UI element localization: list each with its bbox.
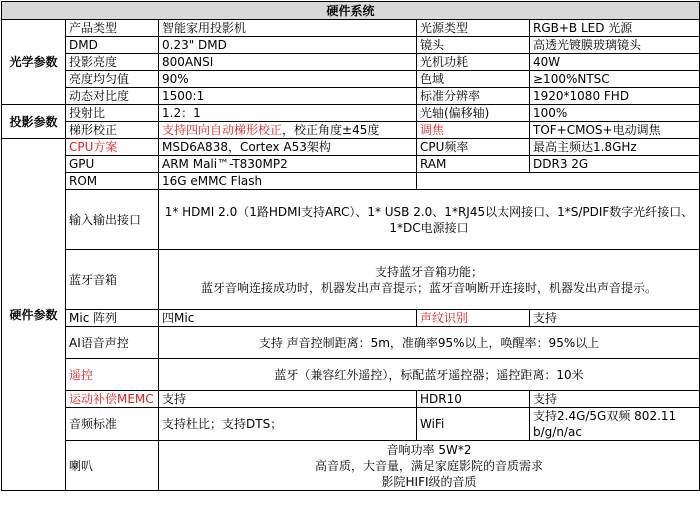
spec-value: MSD6A838，Cortex A53架构 bbox=[159, 139, 417, 156]
spec-value: 800ANSI bbox=[159, 54, 417, 71]
spec-value: ARM Mali™-T830MP2 bbox=[159, 156, 417, 173]
group-hardware: 硬件参数 bbox=[2, 139, 66, 491]
spec-value: 40W bbox=[530, 54, 700, 71]
spec-value-io: 1* HDMI 2.0（1路HDMI支持ARC）、1* USB 2.0、1*RJ45以太网接口、1*S/PDIF数字光纤接口、1*DC电源接口 bbox=[159, 190, 700, 250]
spec-value: RGB+B LED 光源 bbox=[530, 20, 700, 37]
spec-label: CPU频率 bbox=[417, 139, 530, 156]
table-title: 硬件系统 bbox=[2, 2, 700, 20]
spec-value: 支持 bbox=[530, 391, 700, 408]
spec-label: 光机功耗 bbox=[417, 54, 530, 71]
spec-value: 16G eMMC Flash bbox=[159, 173, 417, 190]
group-optical: 光学参数 bbox=[2, 20, 66, 105]
spec-value: 最高主频达1.8GHz bbox=[530, 139, 700, 156]
spec-label: 投影亮度 bbox=[66, 54, 159, 71]
hardware-spec-table bbox=[1, 1, 700, 491]
spec-label: WiFi bbox=[417, 408, 530, 441]
table-row bbox=[2, 71, 700, 88]
table-row bbox=[2, 310, 700, 327]
spec-value: 1500:1 bbox=[159, 88, 417, 105]
table-row bbox=[2, 54, 700, 71]
speaker-line-3: 影院HIFI级的音质 bbox=[381, 474, 477, 489]
spec-label: GPU bbox=[66, 156, 159, 173]
spec-value-ai: 支持 声音控制距离：5m，准确率95%以上，唤醒率：95%以上 bbox=[159, 327, 700, 359]
table-row bbox=[2, 20, 700, 37]
spec-label: 光轴(偏移轴) bbox=[417, 105, 530, 122]
speaker-line-1: 音响功率 5W*2 bbox=[386, 442, 472, 457]
table-row bbox=[2, 190, 700, 250]
spec-value: 1920*1080 FHD bbox=[530, 88, 700, 105]
spec-value: 智能家用投影机 bbox=[159, 20, 417, 37]
spec-value: 四Mic bbox=[159, 310, 417, 327]
title-row bbox=[2, 2, 700, 20]
spec-label: 蓝牙音箱 bbox=[66, 250, 159, 310]
table-row bbox=[2, 359, 700, 391]
table-row bbox=[2, 37, 700, 54]
spec-label: Mic 阵列 bbox=[66, 310, 159, 327]
table-row bbox=[2, 441, 700, 491]
spec-value-keystone bbox=[159, 122, 417, 139]
spec-label-memc: 运动补偿MEMC bbox=[66, 391, 159, 408]
spec-label-cpu: CPU方案 bbox=[66, 139, 159, 156]
spec-value: 0.23" DMD bbox=[159, 37, 417, 54]
spec-label-voiceprint: 声纹识别 bbox=[417, 310, 530, 327]
spec-label: 音频标准 bbox=[66, 408, 159, 441]
spec-label: 光源类型 bbox=[417, 20, 530, 37]
spec-label: DMD bbox=[66, 37, 159, 54]
spec-value: 1.2：1 bbox=[159, 105, 417, 122]
spec-value: ≥100%NTSC bbox=[530, 71, 700, 88]
speaker-line-2: 高音质，大音量，满足家庭影院的音质需求 bbox=[315, 458, 544, 473]
spec-label: 产品类型 bbox=[66, 20, 159, 37]
spec-value: DDR3 2G bbox=[530, 156, 700, 173]
table-row bbox=[2, 391, 700, 408]
table-row bbox=[2, 173, 700, 190]
spec-label: 动态对比度 bbox=[66, 88, 159, 105]
table-row bbox=[2, 327, 700, 359]
spec-label-remote: 遥控 bbox=[66, 359, 159, 391]
spec-label: 亮度均匀值 bbox=[66, 71, 159, 88]
bt-line-1: 支持蓝牙音箱功能； bbox=[375, 264, 484, 279]
empty-cell bbox=[417, 173, 700, 190]
spec-value: TOF+CMOS+电动调焦 bbox=[530, 122, 700, 139]
spec-label: RAM bbox=[417, 156, 530, 173]
spec-value-bluetooth bbox=[159, 250, 700, 310]
spec-label: 输入输出接口 bbox=[66, 190, 159, 250]
table-row bbox=[2, 250, 700, 310]
table-row bbox=[2, 122, 700, 139]
spec-value-wifi: 支持2.4G/5G双频 802.11 b/g/n/ac bbox=[530, 408, 700, 441]
keystone-highlight: 支持四向自动梯形校正 bbox=[162, 123, 283, 137]
keystone-rest: ，校正角度±45度 bbox=[282, 123, 380, 137]
spec-label: 梯形校正 bbox=[66, 122, 159, 139]
spec-label: AI语音声控 bbox=[66, 327, 159, 359]
spec-label: ROM bbox=[66, 173, 159, 190]
spec-value: 100% bbox=[530, 105, 700, 122]
spec-value: 支持 bbox=[530, 310, 700, 327]
spec-label: HDR10 bbox=[417, 391, 530, 408]
spec-value: 90% bbox=[159, 71, 417, 88]
table-row bbox=[2, 408, 700, 441]
spec-label: 镜头 bbox=[417, 37, 530, 54]
table-row bbox=[2, 156, 700, 173]
spec-label-focus: 调焦 bbox=[417, 122, 530, 139]
spec-label: 标准分辨率 bbox=[417, 88, 530, 105]
table-row bbox=[2, 105, 700, 122]
spec-value-remote: 蓝牙（兼容红外遥控），标配蓝牙遥控器；遥控距离：10米 bbox=[159, 359, 700, 391]
group-projection: 投影参数 bbox=[2, 105, 66, 139]
spec-label: 投射比 bbox=[66, 105, 159, 122]
bt-line-2: 蓝牙音响连接成功时，机器发出声音提示；蓝牙音响断开连接时，机器发出声音提示。 bbox=[201, 280, 658, 295]
spec-label: 色域 bbox=[417, 71, 530, 88]
spec-value: 支持 bbox=[159, 391, 417, 408]
table-row bbox=[2, 88, 700, 105]
spec-value-speaker bbox=[159, 441, 700, 491]
spec-value: 支持杜比；支持DTS； bbox=[159, 408, 417, 441]
spec-label: 喇叭 bbox=[66, 441, 159, 491]
spec-value: 高透光镀膜玻璃镜头 bbox=[530, 37, 700, 54]
table-row bbox=[2, 139, 700, 156]
